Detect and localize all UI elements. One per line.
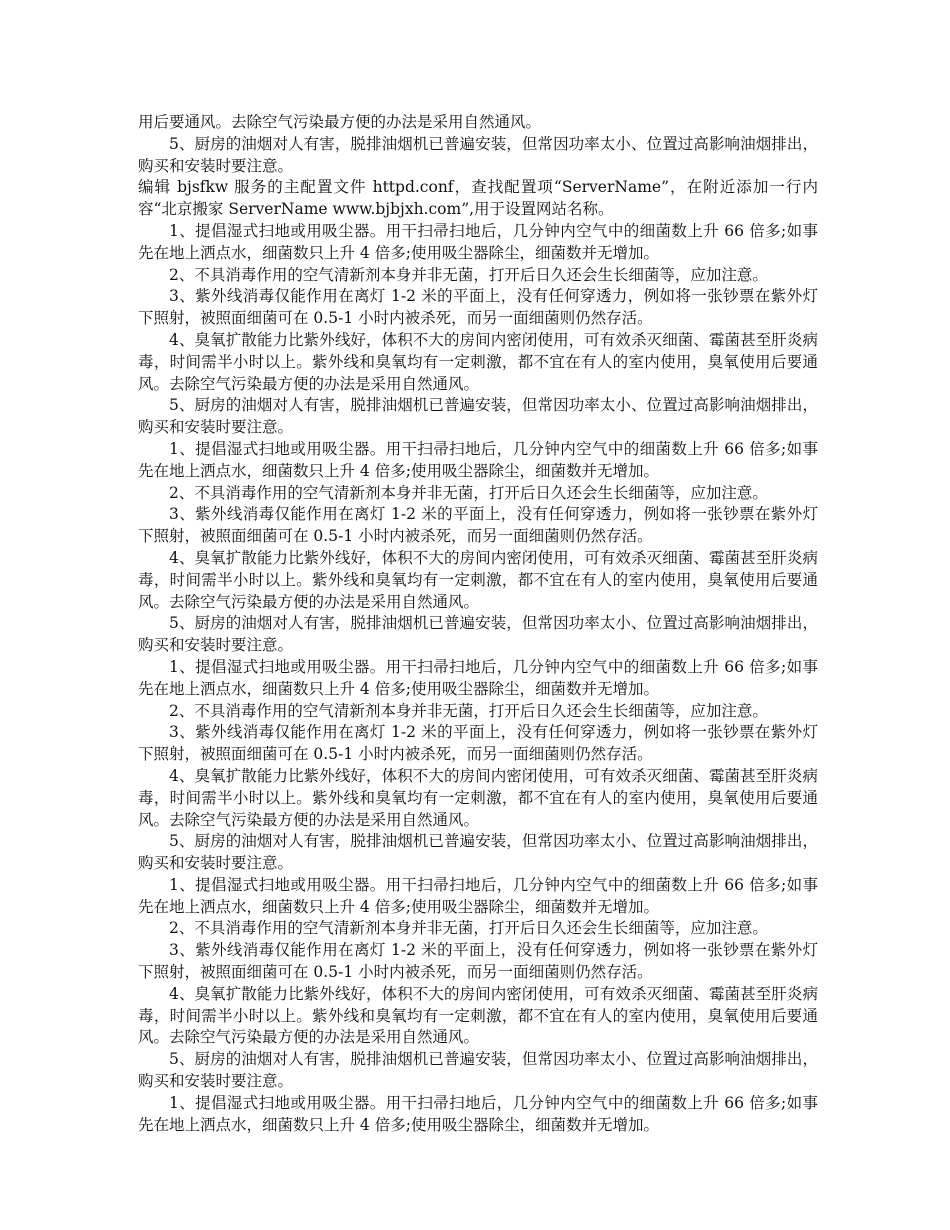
paragraph: 1、提倡湿式扫地或用吸尘器。用干扫帚扫地后，几分钟内空气中的细菌数上升 66 倍多;如事先在地上洒点水，细菌数只上升 4 倍多;使用吸尘器除尘，细菌数并无增加。 [138, 657, 818, 698]
paragraph: 1、提倡湿式扫地或用吸尘器。用干扫帚扫地后，几分钟内空气中的细菌数上升 66 倍多;如事先在地上洒点水，细菌数只上升 4 倍多;使用吸尘器除尘，细菌数并无增加。 [138, 439, 818, 480]
paragraph: 4、臭氧扩散能力比紫外线好，体积不大的房间内密闭使用，可有效杀灭细菌、霉菌甚至肝炎病毒，时间需半小时以上。紫外线和臭氧均有一定刺激，都不宜在有人的室内使用，臭氧使用后要通风。去除空气污染最方便的办法是采用自然通风。 [138, 766, 818, 829]
paragraph: 5、厨房的油烟对人有害，脱排油烟机已普遍安装，但常因功率太小、位置过高影响油烟排出，购买和安装时要注意。 [138, 614, 818, 655]
paragraph-config-instruction: 编辑 bjsfkw 服务的主配置文件 httpd.conf，查找配置项“ServerName”，在附近添加一行内容“北京搬家 ServerName www.bjbjxh.com”,用于设置网站名称。 [138, 178, 818, 219]
paragraph: 2、不具消毒作用的空气清新剂本身并非无菌，打开后日久还会生长细菌等，应加注意。 [169, 265, 768, 284]
paragraph: 用后要通风。去除空气污染最方便的办法是采用自然通风。 [138, 113, 542, 131]
paragraph: 3、紫外线消毒仅能作用在离灯 1-2 米的平面上，没有任何穿透力，例如将一张钞票在紫外灯下照射，被照面细菌可在 0.5-1 小时内被杀死，而另一面细菌则仍然存活。 [138, 941, 818, 982]
paragraph: 2、不具消毒作用的空气清新剂本身并非无菌，打开后日久还会生长细菌等，应加注意。 [169, 701, 768, 720]
paragraph: 2、不具消毒作用的空气清新剂本身并非无菌，打开后日久还会生长细菌等，应加注意。 [169, 919, 768, 938]
paragraph: 4、臭氧扩散能力比紫外线好，体积不大的房间内密闭使用，可有效杀灭细菌、霉菌甚至肝炎病毒，时间需半小时以上。紫外线和臭氧均有一定刺激，都不宜在有人的室内使用，臭氧使用后要通风。去除空气污染最方便的办法是采用自然通风。 [138, 548, 818, 611]
paragraph: 3、紫外线消毒仅能作用在离灯 1-2 米的平面上，没有任何穿透力，例如将一张钞票在紫外灯下照射，被照面细菌可在 0.5-1 小时内被杀死，而另一面细菌则仍然存活。 [138, 723, 818, 764]
paragraph: 1、提倡湿式扫地或用吸尘器。用干扫帚扫地后，几分钟内空气中的细菌数上升 66 倍多;如事先在地上洒点水，细菌数只上升 4 倍多;使用吸尘器除尘，细菌数并无增加。 [138, 1093, 818, 1134]
paragraph: 4、臭氧扩散能力比紫外线好，体积不大的房间内密闭使用，可有效杀灭细菌、霉菌甚至肝炎病毒，时间需半小时以上。紫外线和臭氧均有一定刺激，都不宜在有人的室内使用，臭氧使用后要通风。去除空气污染最方便的办法是采用自然通风。 [138, 984, 818, 1047]
paragraph: 4、臭氧扩散能力比紫外线好，体积不大的房间内密闭使用，可有效杀灭细菌、霉菌甚至肝炎病毒，时间需半小时以上。紫外线和臭氧均有一定刺激，都不宜在有人的室内使用，臭氧使用后要通风。去除空气污染最方便的办法是采用自然通风。 [138, 330, 818, 393]
paragraph: 3、紫外线消毒仅能作用在离灯 1-2 米的平面上，没有任何穿透力，例如将一张钞票在紫外灯下照射，被照面细菌可在 0.5-1 小时内被杀死，而另一面细菌则仍然存活。 [138, 287, 818, 328]
paragraph: 2、不具消毒作用的空气清新剂本身并非无菌，打开后日久还会生长细菌等，应加注意。 [169, 483, 768, 502]
document-body [138, 112, 818, 1136]
paragraph: 5、厨房的油烟对人有害，脱排油烟机已普遍安装，但常因功率太小、位置过高影响油烟排出，购买和安装时要注意。 [138, 396, 818, 437]
paragraph: 1、提倡湿式扫地或用吸尘器。用干扫帚扫地后，几分钟内空气中的细菌数上升 66 倍多;如事先在地上洒点水，细菌数只上升 4 倍多;使用吸尘器除尘，细菌数并无增加。 [138, 221, 818, 262]
paragraph: 5、厨房的油烟对人有害，脱排油烟机已普遍安装，但常因功率太小、位置过高影响油烟排出，购买和安装时要注意。 [138, 134, 818, 175]
paragraph: 3、紫外线消毒仅能作用在离灯 1-2 米的平面上，没有任何穿透力，例如将一张钞票在紫外灯下照射，被照面细菌可在 0.5-1 小时内被杀死，而另一面细菌则仍然存活。 [138, 505, 818, 546]
paragraph: 5、厨房的油烟对人有害，脱排油烟机已普遍安装，但常因功率太小、位置过高影响油烟排出，购买和安装时要注意。 [138, 1050, 818, 1091]
paragraph: 5、厨房的油烟对人有害，脱排油烟机已普遍安装，但常因功率太小、位置过高影响油烟排出，购买和安装时要注意。 [138, 832, 818, 873]
paragraph: 1、提倡湿式扫地或用吸尘器。用干扫帚扫地后，几分钟内空气中的细菌数上升 66 倍多;如事先在地上洒点水，细菌数只上升 4 倍多;使用吸尘器除尘，细菌数并无增加。 [138, 875, 818, 916]
